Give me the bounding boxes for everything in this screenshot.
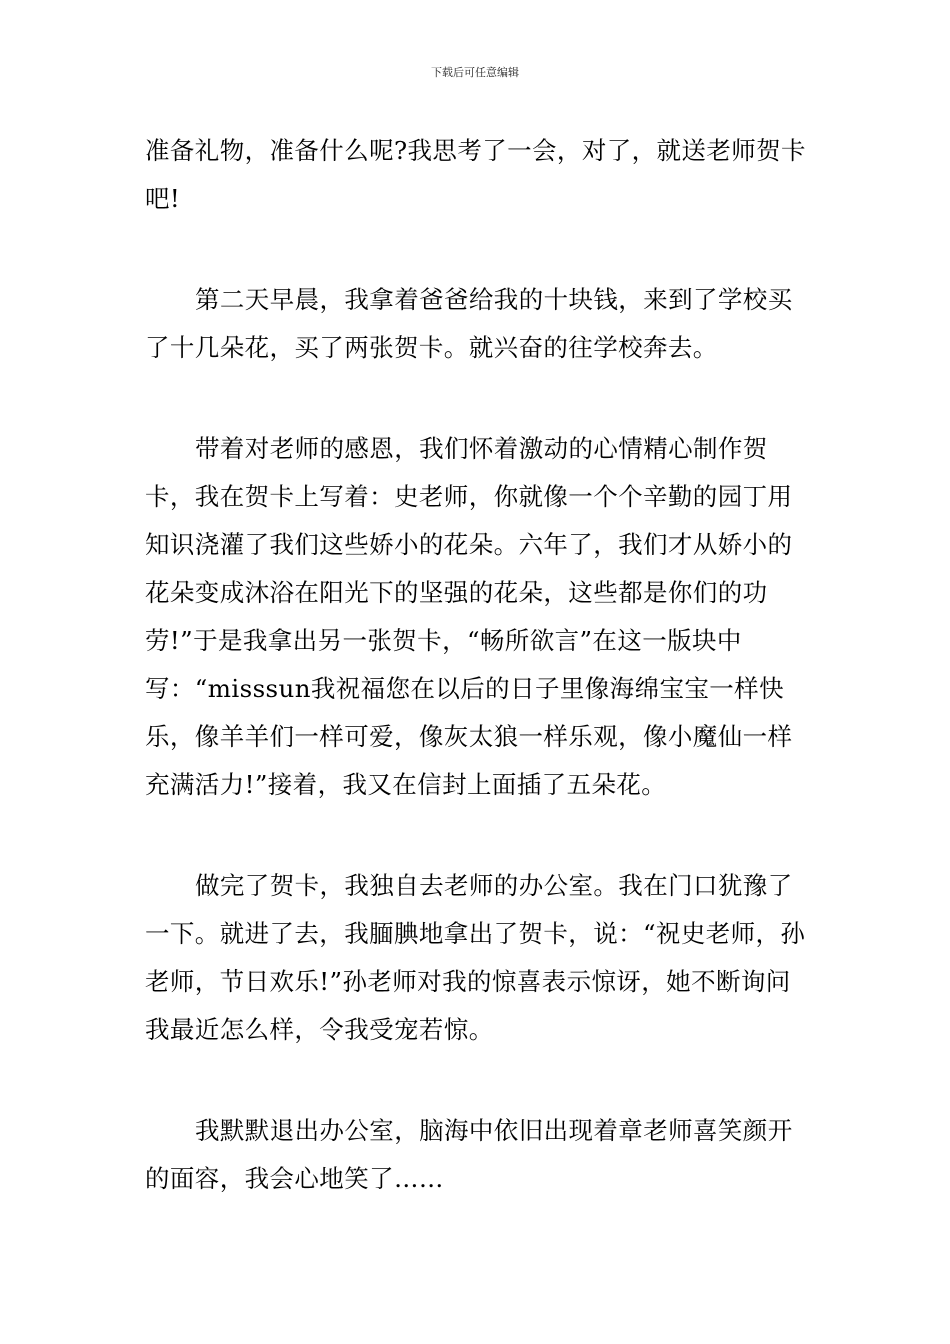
- paragraph-3: 带着对老师的感恩，我们怀着激动的心情精心制作贺卡，我在贺卡上写着：史老师，你就像一个个辛勤的园丁用知识浇灌了我们这些娇小的花朵。六年了，我们才从娇小的花朵变成沐浴在阳光下的坚强的花朵，这些都是你们的功劳!”于是我拿出另一张贺卡，“畅所欲言”在这一版块中写：“misssun我祝福您在以后的日子里像海绵宝宝一样快乐，像羊羊们一样可爱，像灰太狼一样乐观，像小魔仙一样充满活力!”接着，我又在信封上面插了五朵花。: [145, 434, 793, 799]
- paragraph-gap: [145, 809, 809, 862]
- document-body: [145, 127, 809, 1203]
- paragraph-2: 第二天早晨，我拿着爸爸给我的十块钱，来到了学校买了十几朵花，买了两张贺卡。就兴奋的往学校奔去。: [145, 285, 793, 362]
- paragraph-5: 我默默退出办公室，脑海中依旧出现着章老师喜笑颜开的面容，我会心地笑了……: [145, 1116, 793, 1193]
- page-header: 下载后可任意编辑: [431, 66, 519, 79]
- paragraph-4: 做完了贺卡，我独自去老师的办公室。我在门口犹豫了一下。就进了去，我腼腆地拿出了贺卡，说：“祝史老师，孙老师，节日欢乐!”孙老师对我的惊喜表示惊讶，她不断询问我最近怎么样，令我受宠若惊。: [145, 871, 806, 1044]
- paragraph-gap: [145, 1054, 809, 1107]
- paragraph-gap: [145, 372, 809, 425]
- paragraph-gap: [145, 223, 809, 276]
- paragraph-1: 准备礼物，准备什么呢?我思考了一会，对了，就送老师贺卡吧!: [145, 136, 806, 213]
